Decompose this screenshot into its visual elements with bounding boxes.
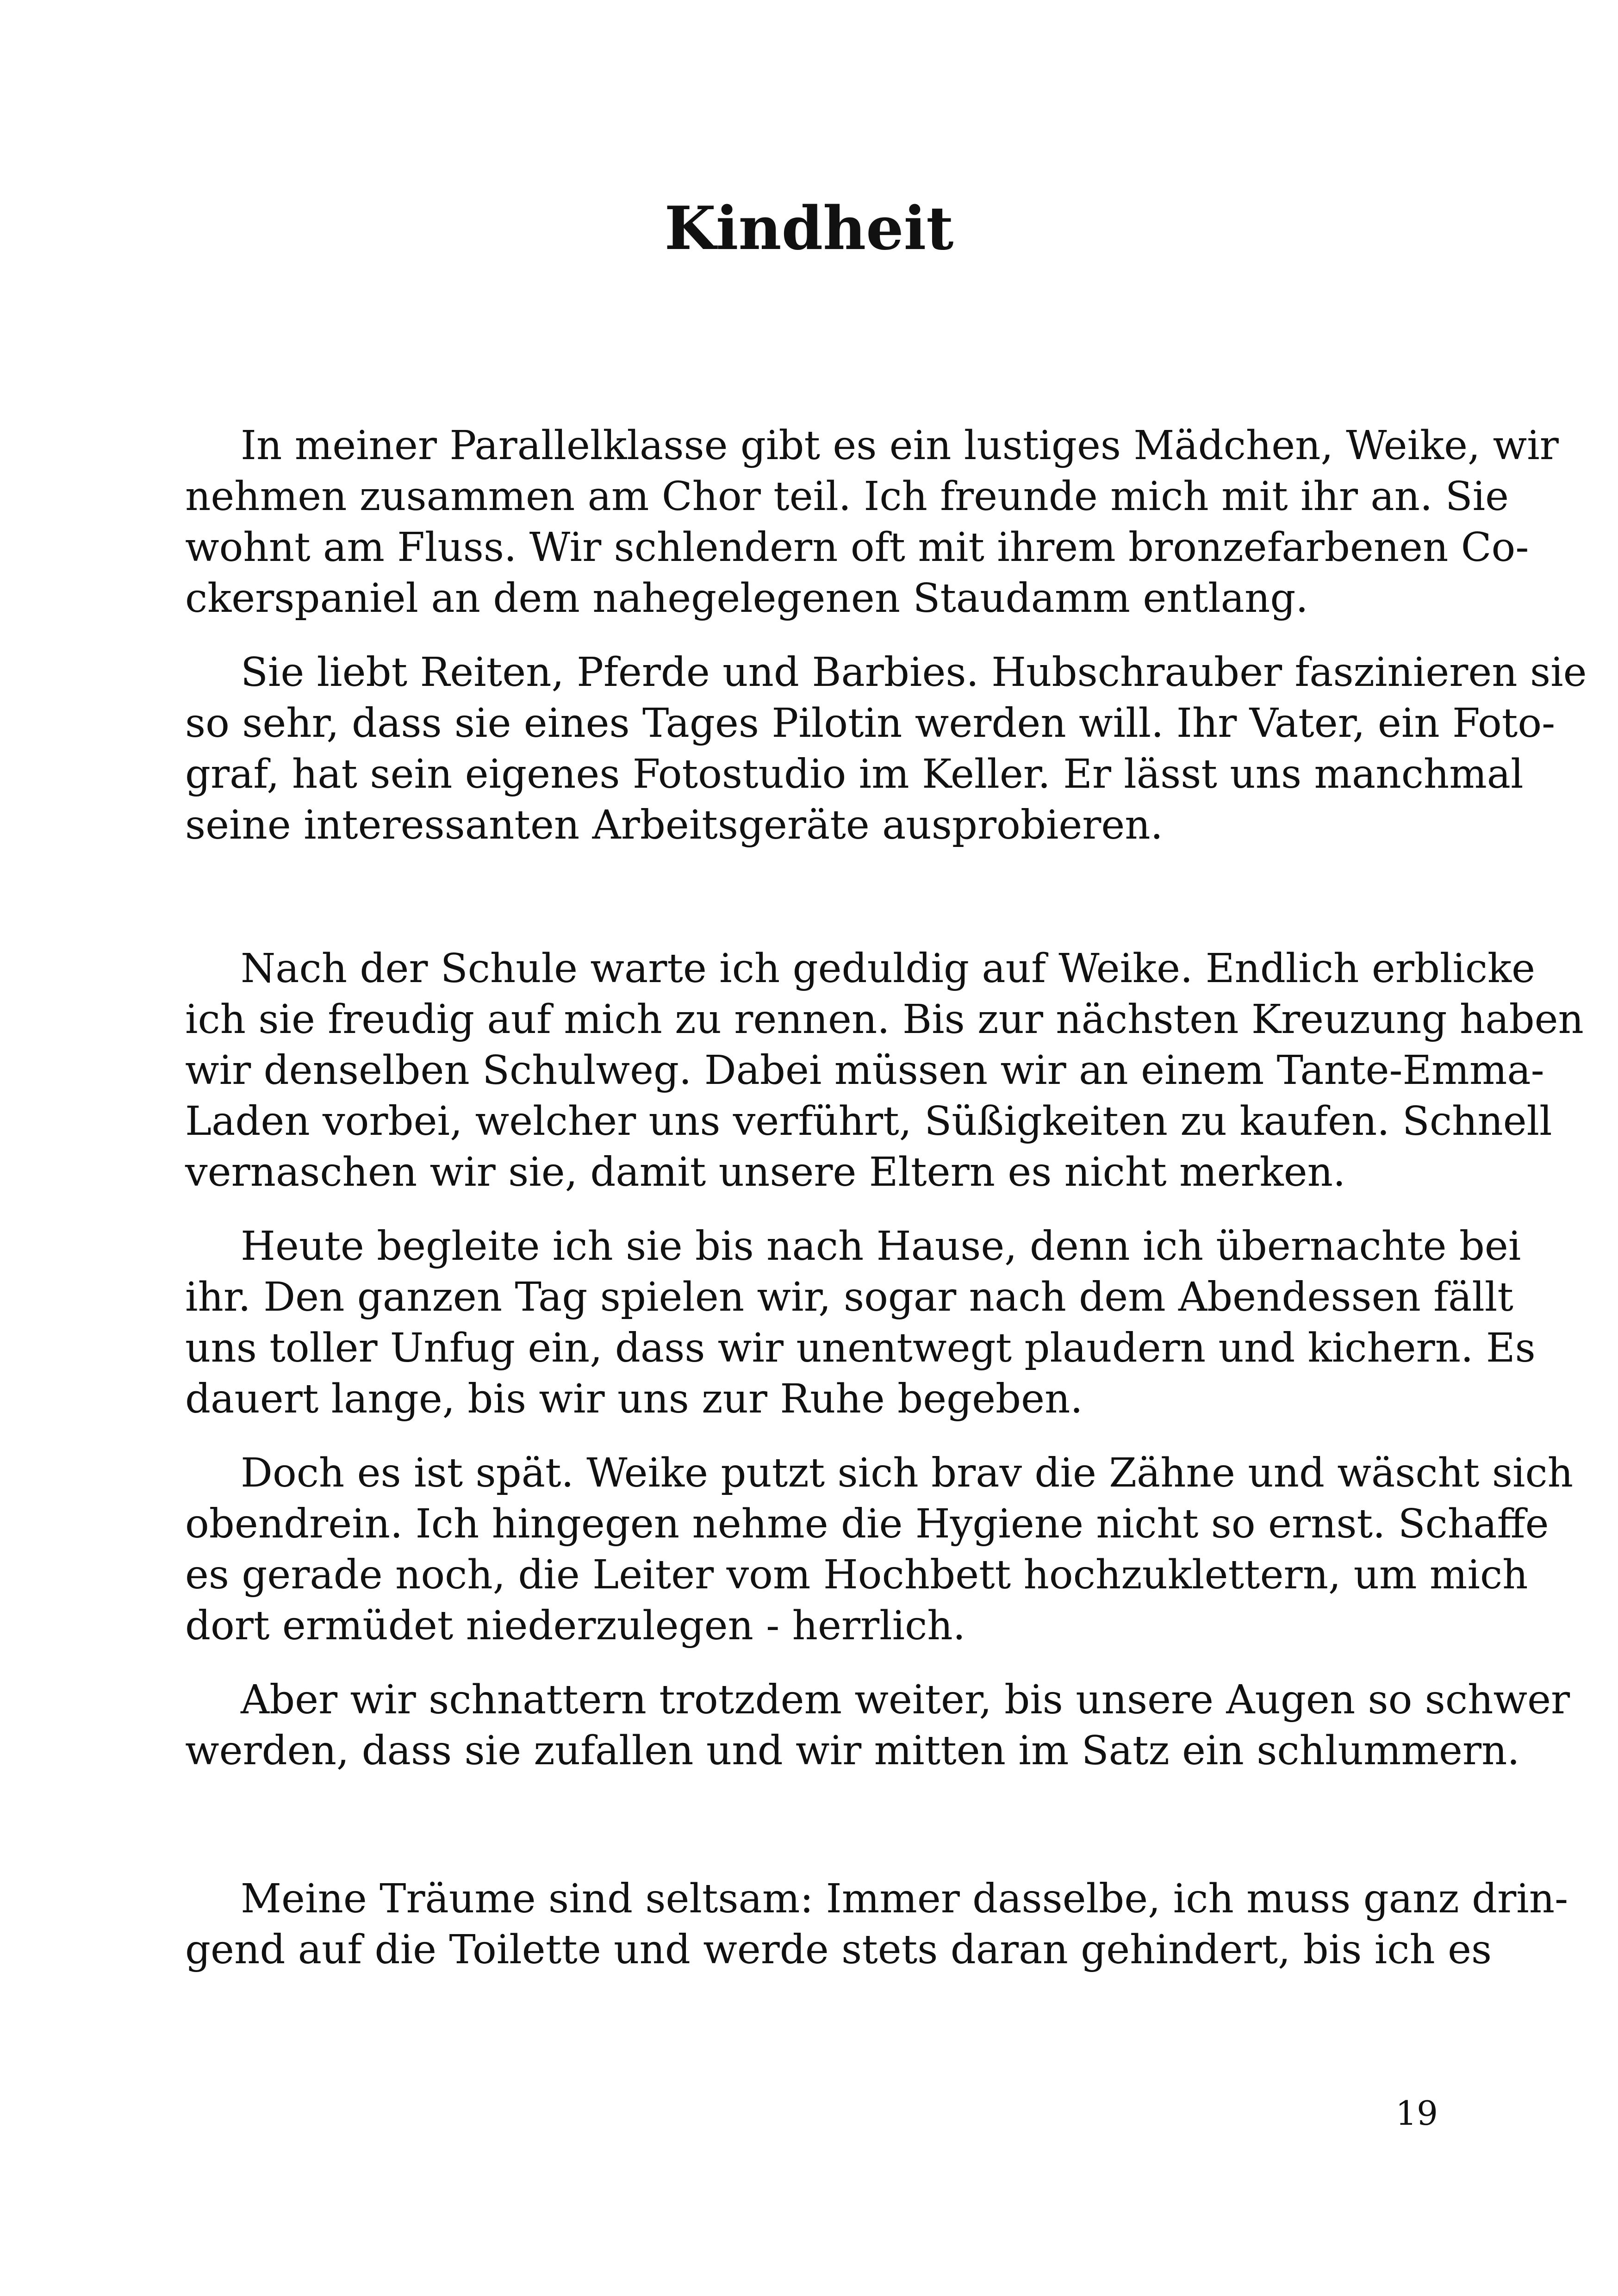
paragraph-3-line-3: wir denselben Schulweg. Dabei müssen wir an einem Tante-Emma- <box>185 1047 1544 1094</box>
paragraph-5-line-3: es gerade noch, die Leiter vom Hochbett hochzuklettern, um mich <box>185 1552 1528 1598</box>
paragraph-2-line-3: graf, hat sein eigenes Fotostudio im Keller. Er lässt uns manchmal <box>185 751 1524 797</box>
paragraph-1-line-4: ckerspaniel an dem nahegelegenen Staudamm entlang. <box>185 575 1308 622</box>
paragraph-5-line-4: dort ermüdet niederzulegen - herrlich. <box>185 1603 966 1649</box>
paragraph-4-line-3: uns toller Unfug ein, dass wir unentwegt plaudern und kichern. Es <box>185 1325 1536 1371</box>
paragraph-3-line-5: vernaschen wir sie, damit unsere Eltern es nicht merken. <box>185 1149 1346 1195</box>
paragraph-5-line-2: obendrein. Ich hingegen nehme die Hygiene nicht so ernst. Schaffe <box>185 1501 1549 1547</box>
paragraph-1-line-1: In meiner Parallelklasse gibt es ein lustiges Mädchen, Weike, wir <box>241 423 1559 469</box>
paragraph-7-line-1: Meine Träume sind seltsam: Immer dasselbe, ich muss ganz drin- <box>241 1876 1568 1922</box>
paragraph-3-line-1: Nach der Schule warte ich geduldig auf Weike. Endlich erblicke <box>241 946 1536 992</box>
paragraph-4-line-2: ihr. Den ganzen Tag spielen wir, sogar nach dem Abendessen fällt <box>185 1274 1513 1320</box>
paragraph-1-line-2: nehmen zusammen am Chor teil. Ich freunde mich mit ihr an. Sie <box>185 473 1509 520</box>
chapter-title: Kindheit <box>664 194 954 263</box>
paragraph-6-line-2: werden, dass sie zufallen und wir mitten im Satz ein schlummern. <box>185 1728 1520 1774</box>
paragraph-3-line-2: ich sie freudig auf mich zu rennen. Bis zur nächsten Kreuzung haben <box>185 996 1584 1043</box>
page-number: 19 <box>1395 2094 1438 2133</box>
paragraph-2-line-1: Sie liebt Reiten, Pferde und Barbies. Hubschrauber faszinieren sie <box>241 649 1587 696</box>
paragraph-1-line-3: wohnt am Fluss. Wir schlendern oft mit ihrem bronzefarbenen Co- <box>185 524 1529 571</box>
paragraph-3-line-4: Laden vorbei, welcher uns verführt, Süßigkeiten zu kaufen. Schnell <box>185 1098 1552 1145</box>
paragraph-2-line-2: so sehr, dass sie eines Tages Pilotin werden will. Ihr Vater, ein Foto- <box>185 700 1556 747</box>
paragraph-4-line-1: Heute begleite ich sie bis nach Hause, denn ich übernachte bei <box>241 1223 1521 1269</box>
paragraph-4-line-4: dauert lange, bis wir uns zur Ruhe begeben. <box>185 1376 1083 1422</box>
paragraph-7-line-2: gend auf die Toilette und werde stets daran gehindert, bis ich es <box>185 1927 1492 1973</box>
paragraph-6-line-1: Aber wir schnattern trotzdem weiter, bis unsere Augen so schwer <box>241 1677 1570 1723</box>
paragraph-5-line-1: Doch es ist spät. Weike putzt sich brav die Zähne und wäscht sich <box>241 1450 1574 1496</box>
paragraph-2-line-4: seine interessanten Arbeitsgeräte ausprobieren. <box>185 802 1164 848</box>
